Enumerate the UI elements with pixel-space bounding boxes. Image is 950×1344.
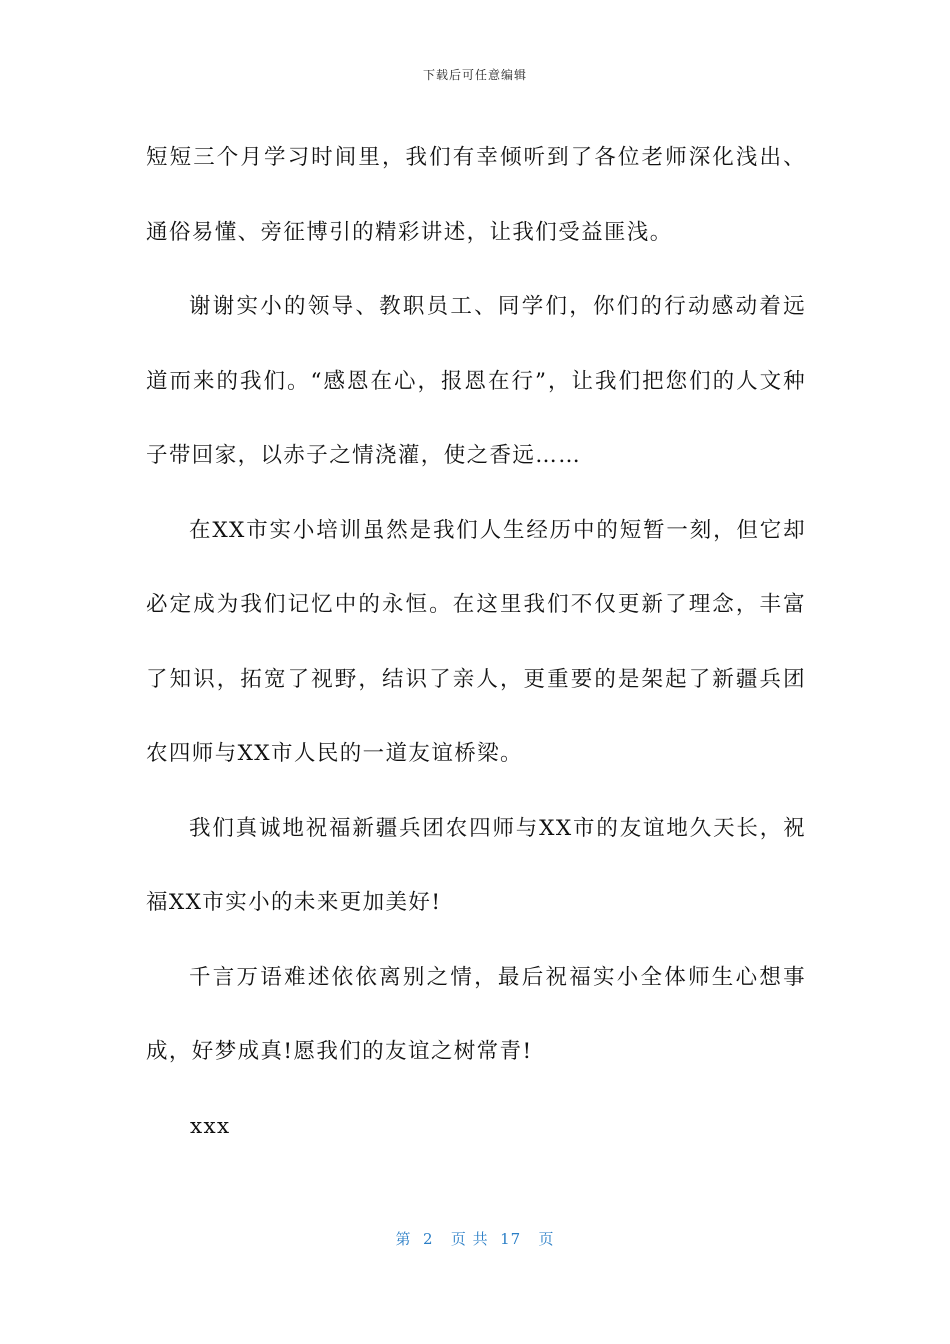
signature: xxx bbox=[190, 1113, 231, 1139]
page-number-footer: 第 2 页 共 17 页 bbox=[395, 1230, 555, 1248]
paragraph-1: 短短三个月学习时间里，我们有幸倾听到了各位老师深化浅出、通俗易懂、旁征博引的精彩讲述，让我们受益匪浅。 bbox=[146, 145, 806, 245]
header-note: 下载后可任意编辑 bbox=[422, 68, 527, 82]
paragraph-4: 我们真诚地祝福新疆兵团农四师与XX市的友谊地久天长，祝福XX市实小的未来更加美好! bbox=[146, 815, 806, 915]
paragraph-3: 在XX市实小培训虽然是我们人生经历中的短暂一刻，但它却必定成为我们记忆中的永恒。在这里我们不仅更新了理念，丰富了知识，拓宽了视野，结识了亲人，更重要的是架起了新疆兵团农四师与XX市人民的一道友谊桥梁。 bbox=[146, 517, 806, 766]
document-body bbox=[146, 121, 806, 1164]
paragraph-2: 谢谢实小的领导、教职员工、同学们，你们的行动感动着远道而来的我们。“感恩在心，报恩在行”，让我们把您们的人文种子带回家，以赤子之情浇灌，使之香远…… bbox=[146, 294, 806, 468]
paragraph-5: 千言万语难述依依离别之情，最后祝福实小全体师生心想事成，好梦成真!愿我们的友谊之树常青! bbox=[146, 964, 806, 1064]
